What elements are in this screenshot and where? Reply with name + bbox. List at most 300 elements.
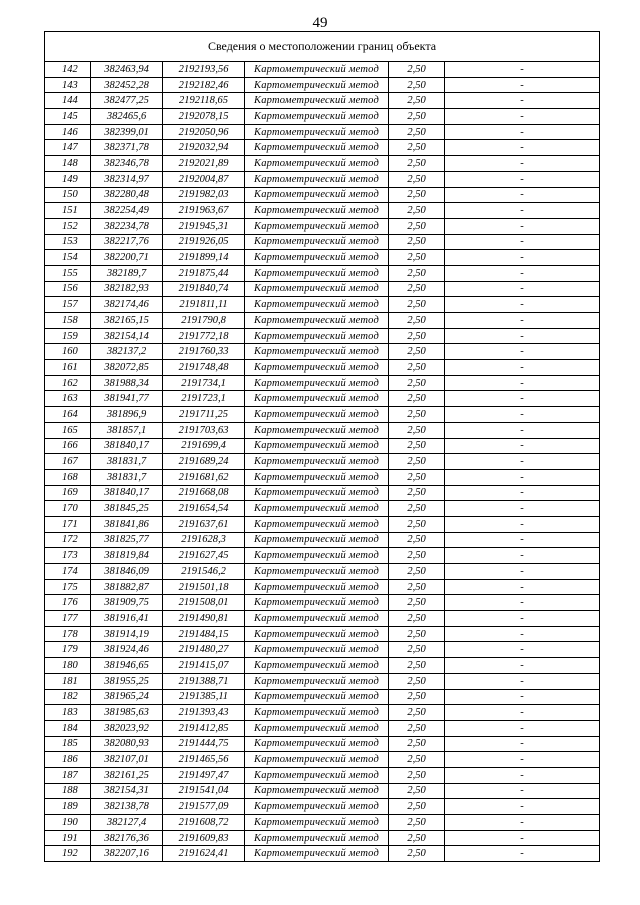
table-row <box>45 720 600 736</box>
table-body <box>45 32 600 862</box>
note-cell: - <box>445 830 600 846</box>
accuracy-cell: 2,50 <box>389 626 445 642</box>
point-number-cell: 173 <box>45 548 91 564</box>
coordinate-x-cell: 382189,7 <box>91 265 163 281</box>
accuracy-cell: 2,50 <box>389 93 445 109</box>
coordinate-x-cell: 382138,78 <box>91 799 163 815</box>
coordinate-y-cell: 2191703,63 <box>163 422 245 438</box>
note-cell: - <box>445 642 600 658</box>
note-cell: - <box>445 265 600 281</box>
note-cell: - <box>445 250 600 266</box>
point-number-cell: 167 <box>45 454 91 470</box>
note-cell: - <box>445 611 600 627</box>
coordinate-x-cell: 381914,19 <box>91 626 163 642</box>
point-number-cell: 175 <box>45 579 91 595</box>
coordinate-y-cell: 2192021,89 <box>163 156 245 172</box>
accuracy-cell: 2,50 <box>389 360 445 376</box>
note-cell: - <box>445 328 600 344</box>
coordinate-y-cell: 2191490,81 <box>163 611 245 627</box>
table-row <box>45 516 600 532</box>
point-number-cell: 177 <box>45 611 91 627</box>
point-number-cell: 158 <box>45 313 91 329</box>
accuracy-cell: 2,50 <box>389 658 445 674</box>
coordinate-y-cell: 2191388,71 <box>163 673 245 689</box>
method-cell: Картометрический метод <box>245 736 389 752</box>
method-cell: Картометрический метод <box>245 579 389 595</box>
method-cell: Картометрический метод <box>245 532 389 548</box>
coordinate-y-cell: 2191811,11 <box>163 297 245 313</box>
table-row <box>45 93 600 109</box>
method-cell: Картометрический метод <box>245 454 389 470</box>
table-row <box>45 689 600 705</box>
coordinate-y-cell: 2191748,48 <box>163 360 245 376</box>
table-row <box>45 501 600 517</box>
accuracy-cell: 2,50 <box>389 203 445 219</box>
accuracy-cell: 2,50 <box>389 846 445 862</box>
coordinate-y-cell: 2191480,27 <box>163 642 245 658</box>
coordinate-y-cell: 2191608,72 <box>163 815 245 831</box>
note-cell: - <box>445 93 600 109</box>
method-cell: Картометрический метод <box>245 360 389 376</box>
method-cell: Картометрический метод <box>245 658 389 674</box>
accuracy-cell: 2,50 <box>389 830 445 846</box>
accuracy-cell: 2,50 <box>389 783 445 799</box>
coordinate-y-cell: 2191385,11 <box>163 689 245 705</box>
accuracy-cell: 2,50 <box>389 799 445 815</box>
point-number-cell: 172 <box>45 532 91 548</box>
table-row <box>45 548 600 564</box>
accuracy-cell: 2,50 <box>389 265 445 281</box>
accuracy-cell: 2,50 <box>389 705 445 721</box>
coordinate-y-cell: 2191689,24 <box>163 454 245 470</box>
accuracy-cell: 2,50 <box>389 250 445 266</box>
point-number-cell: 144 <box>45 93 91 109</box>
accuracy-cell: 2,50 <box>389 218 445 234</box>
coordinate-y-cell: 2191624,41 <box>163 846 245 862</box>
table-row <box>45 454 600 470</box>
coordinate-x-cell: 382477,25 <box>91 93 163 109</box>
point-number-cell: 169 <box>45 485 91 501</box>
method-cell: Картометрический метод <box>245 673 389 689</box>
method-cell: Картометрический метод <box>245 265 389 281</box>
method-cell: Картометрический метод <box>245 830 389 846</box>
coordinate-x-cell: 381845,25 <box>91 501 163 517</box>
note-cell: - <box>445 203 600 219</box>
note-cell: - <box>445 673 600 689</box>
coordinate-y-cell: 2191875,44 <box>163 265 245 281</box>
point-number-cell: 150 <box>45 187 91 203</box>
coordinate-y-cell: 2191637,61 <box>163 516 245 532</box>
method-cell: Картометрический метод <box>245 720 389 736</box>
coordinate-x-cell: 381841,86 <box>91 516 163 532</box>
table-row <box>45 109 600 125</box>
point-number-cell: 148 <box>45 156 91 172</box>
point-number-cell: 164 <box>45 407 91 423</box>
point-number-cell: 152 <box>45 218 91 234</box>
point-number-cell: 168 <box>45 469 91 485</box>
point-number-cell: 182 <box>45 689 91 705</box>
note-cell: - <box>445 187 600 203</box>
point-number-cell: 154 <box>45 250 91 266</box>
table-row <box>45 564 600 580</box>
method-cell: Картометрический метод <box>245 171 389 187</box>
method-cell: Картометрический метод <box>245 548 389 564</box>
coordinate-y-cell: 2191415,07 <box>163 658 245 674</box>
coordinate-y-cell: 2191444,75 <box>163 736 245 752</box>
table-row <box>45 438 600 454</box>
table-row <box>45 281 600 297</box>
coordinate-x-cell: 382127,4 <box>91 815 163 831</box>
coordinate-x-cell: 382080,93 <box>91 736 163 752</box>
table-row <box>45 187 600 203</box>
coordinate-y-cell: 2192182,46 <box>163 77 245 93</box>
method-cell: Картометрический метод <box>245 767 389 783</box>
method-cell: Картометрический метод <box>245 422 389 438</box>
coordinate-x-cell: 382346,78 <box>91 156 163 172</box>
table-row <box>45 658 600 674</box>
accuracy-cell: 2,50 <box>389 234 445 250</box>
coordinate-y-cell: 2191668,08 <box>163 485 245 501</box>
point-number-cell: 192 <box>45 846 91 862</box>
coordinate-y-cell: 2192078,15 <box>163 109 245 125</box>
point-number-cell: 145 <box>45 109 91 125</box>
coordinate-y-cell: 2191484,15 <box>163 626 245 642</box>
note-cell: - <box>445 454 600 470</box>
point-number-cell: 184 <box>45 720 91 736</box>
coordinate-y-cell: 2191627,45 <box>163 548 245 564</box>
method-cell: Картометрический метод <box>245 109 389 125</box>
accuracy-cell: 2,50 <box>389 124 445 140</box>
table-row <box>45 799 600 815</box>
table-row <box>45 124 600 140</box>
point-number-cell: 157 <box>45 297 91 313</box>
table-row <box>45 171 600 187</box>
table-row <box>45 375 600 391</box>
coordinate-y-cell: 2191546,2 <box>163 564 245 580</box>
coordinate-x-cell: 381857,1 <box>91 422 163 438</box>
table-row <box>45 532 600 548</box>
method-cell: Картометрический метод <box>245 689 389 705</box>
table-row <box>45 642 600 658</box>
accuracy-cell: 2,50 <box>389 391 445 407</box>
coordinate-x-cell: 382207,16 <box>91 846 163 862</box>
method-cell: Картометрический метод <box>245 281 389 297</box>
method-cell: Картометрический метод <box>245 344 389 360</box>
note-cell: - <box>445 218 600 234</box>
note-cell: - <box>445 124 600 140</box>
note-cell: - <box>445 407 600 423</box>
point-number-cell: 178 <box>45 626 91 642</box>
point-number-cell: 161 <box>45 360 91 376</box>
point-number-cell: 180 <box>45 658 91 674</box>
table-row <box>45 783 600 799</box>
coordinate-y-cell: 2192050,96 <box>163 124 245 140</box>
method-cell: Картометрический метод <box>245 799 389 815</box>
coordinate-x-cell: 381831,7 <box>91 454 163 470</box>
accuracy-cell: 2,50 <box>389 77 445 93</box>
coordinate-x-cell: 382200,71 <box>91 250 163 266</box>
accuracy-cell: 2,50 <box>389 313 445 329</box>
coordinate-x-cell: 382314,97 <box>91 171 163 187</box>
coordinate-x-cell: 382023,92 <box>91 720 163 736</box>
table-title-row <box>45 32 600 62</box>
accuracy-cell: 2,50 <box>389 328 445 344</box>
method-cell: Картометрический метод <box>245 187 389 203</box>
coordinate-y-cell: 2191840,74 <box>163 281 245 297</box>
coordinate-y-cell: 2192032,94 <box>163 140 245 156</box>
note-cell: - <box>445 281 600 297</box>
point-number-cell: 170 <box>45 501 91 517</box>
accuracy-cell: 2,50 <box>389 281 445 297</box>
table-row <box>45 62 600 78</box>
coordinate-x-cell: 382217,76 <box>91 234 163 250</box>
table-row <box>45 485 600 501</box>
point-number-cell: 176 <box>45 595 91 611</box>
method-cell: Картометрический метод <box>245 469 389 485</box>
note-cell: - <box>445 156 600 172</box>
point-number-cell: 166 <box>45 438 91 454</box>
accuracy-cell: 2,50 <box>389 469 445 485</box>
point-number-cell: 190 <box>45 815 91 831</box>
coordinate-y-cell: 2192118,65 <box>163 93 245 109</box>
method-cell: Картометрический метод <box>245 595 389 611</box>
method-cell: Картометрический метод <box>245 391 389 407</box>
note-cell: - <box>445 783 600 799</box>
accuracy-cell: 2,50 <box>389 815 445 831</box>
table-row <box>45 156 600 172</box>
note-cell: - <box>445 595 600 611</box>
point-number-cell: 189 <box>45 799 91 815</box>
note-cell: - <box>445 564 600 580</box>
table-row <box>45 265 600 281</box>
accuracy-cell: 2,50 <box>389 109 445 125</box>
point-number-cell: 191 <box>45 830 91 846</box>
table-row <box>45 77 600 93</box>
coordinate-x-cell: 381965,24 <box>91 689 163 705</box>
coordinate-x-cell: 382072,85 <box>91 360 163 376</box>
method-cell: Картометрический метод <box>245 485 389 501</box>
coordinate-y-cell: 2191508,01 <box>163 595 245 611</box>
note-cell: - <box>445 469 600 485</box>
coordinate-y-cell: 2191945,31 <box>163 218 245 234</box>
method-cell: Картометрический метод <box>245 77 389 93</box>
coordinate-x-cell: 381985,63 <box>91 705 163 721</box>
note-cell: - <box>445 846 600 862</box>
table-title: Сведения о местоположении границ объекта <box>45 32 600 62</box>
coordinate-y-cell: 2191963,67 <box>163 203 245 219</box>
note-cell: - <box>445 705 600 721</box>
table-row <box>45 579 600 595</box>
coordinate-y-cell: 2192004,87 <box>163 171 245 187</box>
note-cell: - <box>445 422 600 438</box>
point-number-cell: 155 <box>45 265 91 281</box>
coordinate-y-cell: 2191734,1 <box>163 375 245 391</box>
accuracy-cell: 2,50 <box>389 156 445 172</box>
accuracy-cell: 2,50 <box>389 720 445 736</box>
point-number-cell: 183 <box>45 705 91 721</box>
coordinate-y-cell: 2191501,18 <box>163 579 245 595</box>
coordinate-y-cell: 2191654,54 <box>163 501 245 517</box>
coordinate-x-cell: 381909,75 <box>91 595 163 611</box>
note-cell: - <box>445 109 600 125</box>
accuracy-cell: 2,50 <box>389 438 445 454</box>
coordinate-x-cell: 382465,6 <box>91 109 163 125</box>
accuracy-cell: 2,50 <box>389 501 445 517</box>
point-number-cell: 153 <box>45 234 91 250</box>
note-cell: - <box>445 62 600 78</box>
point-number-cell: 162 <box>45 375 91 391</box>
method-cell: Картометрический метод <box>245 250 389 266</box>
coordinate-x-cell: 382452,28 <box>91 77 163 93</box>
table-row <box>45 736 600 752</box>
note-cell: - <box>445 501 600 517</box>
coordinate-x-cell: 381916,41 <box>91 611 163 627</box>
point-number-cell: 185 <box>45 736 91 752</box>
note-cell: - <box>445 689 600 705</box>
coordinate-x-cell: 381955,25 <box>91 673 163 689</box>
method-cell: Картометрический метод <box>245 611 389 627</box>
coordinate-y-cell: 2191982,03 <box>163 187 245 203</box>
coordinate-y-cell: 2192193,56 <box>163 62 245 78</box>
accuracy-cell: 2,50 <box>389 673 445 689</box>
point-number-cell: 188 <box>45 783 91 799</box>
accuracy-cell: 2,50 <box>389 454 445 470</box>
page-number: 49 <box>312 15 328 31</box>
point-number-cell: 179 <box>45 642 91 658</box>
note-cell: - <box>445 626 600 642</box>
method-cell: Картометрический метод <box>245 407 389 423</box>
table-row <box>45 422 600 438</box>
coordinate-x-cell: 381819,84 <box>91 548 163 564</box>
note-cell: - <box>445 548 600 564</box>
point-number-cell: 143 <box>45 77 91 93</box>
table-row <box>45 407 600 423</box>
coordinate-y-cell: 2191790,8 <box>163 313 245 329</box>
boundary-coordinates-table <box>44 31 600 862</box>
coordinate-x-cell: 382182,93 <box>91 281 163 297</box>
point-number-cell: 146 <box>45 124 91 140</box>
coordinate-x-cell: 381988,34 <box>91 375 163 391</box>
coordinate-y-cell: 2191465,56 <box>163 752 245 768</box>
coordinate-x-cell: 382161,25 <box>91 767 163 783</box>
accuracy-cell: 2,50 <box>389 171 445 187</box>
accuracy-cell: 2,50 <box>389 422 445 438</box>
accuracy-cell: 2,50 <box>389 516 445 532</box>
table-row <box>45 815 600 831</box>
accuracy-cell: 2,50 <box>389 564 445 580</box>
accuracy-cell: 2,50 <box>389 611 445 627</box>
accuracy-cell: 2,50 <box>389 187 445 203</box>
note-cell: - <box>445 658 600 674</box>
coordinate-y-cell: 2191412,85 <box>163 720 245 736</box>
point-number-cell: 160 <box>45 344 91 360</box>
note-cell: - <box>445 234 600 250</box>
method-cell: Картометрический метод <box>245 313 389 329</box>
table-row <box>45 360 600 376</box>
table-row <box>45 752 600 768</box>
coordinate-x-cell: 382176,36 <box>91 830 163 846</box>
note-cell: - <box>445 736 600 752</box>
note-cell: - <box>445 532 600 548</box>
method-cell: Картометрический метод <box>245 846 389 862</box>
accuracy-cell: 2,50 <box>389 579 445 595</box>
note-cell: - <box>445 579 600 595</box>
coordinate-y-cell: 2191497,47 <box>163 767 245 783</box>
coordinate-x-cell: 381946,65 <box>91 658 163 674</box>
coordinate-x-cell: 382399,01 <box>91 124 163 140</box>
coordinate-x-cell: 382371,78 <box>91 140 163 156</box>
coordinate-x-cell: 381831,7 <box>91 469 163 485</box>
table-row <box>45 391 600 407</box>
table-row <box>45 830 600 846</box>
coordinate-y-cell: 2191628,3 <box>163 532 245 548</box>
coordinate-x-cell: 382254,49 <box>91 203 163 219</box>
table-row <box>45 218 600 234</box>
note-cell: - <box>445 799 600 815</box>
note-cell: - <box>445 140 600 156</box>
coordinate-x-cell: 382154,14 <box>91 328 163 344</box>
point-number-cell: 171 <box>45 516 91 532</box>
method-cell: Картометрический метод <box>245 93 389 109</box>
method-cell: Картометрический метод <box>245 783 389 799</box>
accuracy-cell: 2,50 <box>389 736 445 752</box>
coordinate-y-cell: 2191899,14 <box>163 250 245 266</box>
method-cell: Картометрический метод <box>245 234 389 250</box>
coordinate-x-cell: 381846,09 <box>91 564 163 580</box>
note-cell: - <box>445 360 600 376</box>
note-cell: - <box>445 438 600 454</box>
table-row <box>45 313 600 329</box>
table-row <box>45 328 600 344</box>
accuracy-cell: 2,50 <box>389 297 445 313</box>
point-number-cell: 142 <box>45 62 91 78</box>
point-number-cell: 181 <box>45 673 91 689</box>
table-row <box>45 611 600 627</box>
table-row <box>45 344 600 360</box>
accuracy-cell: 2,50 <box>389 344 445 360</box>
note-cell: - <box>445 752 600 768</box>
note-cell: - <box>445 313 600 329</box>
accuracy-cell: 2,50 <box>389 140 445 156</box>
coordinate-x-cell: 381941,77 <box>91 391 163 407</box>
table-row <box>45 673 600 689</box>
point-number-cell: 151 <box>45 203 91 219</box>
point-number-cell: 159 <box>45 328 91 344</box>
accuracy-cell: 2,50 <box>389 548 445 564</box>
note-cell: - <box>445 77 600 93</box>
coordinate-x-cell: 381840,17 <box>91 438 163 454</box>
table-row <box>45 595 600 611</box>
note-cell: - <box>445 375 600 391</box>
accuracy-cell: 2,50 <box>389 485 445 501</box>
coordinate-x-cell: 382165,15 <box>91 313 163 329</box>
method-cell: Картометрический метод <box>245 375 389 391</box>
table-row <box>45 203 600 219</box>
accuracy-cell: 2,50 <box>389 407 445 423</box>
coordinate-x-cell: 382234,78 <box>91 218 163 234</box>
coordinate-y-cell: 2191541,04 <box>163 783 245 799</box>
note-cell: - <box>445 516 600 532</box>
method-cell: Картометрический метод <box>245 203 389 219</box>
coordinate-x-cell: 381840,17 <box>91 485 163 501</box>
table-row <box>45 626 600 642</box>
method-cell: Картометрический метод <box>245 62 389 78</box>
table-row <box>45 234 600 250</box>
accuracy-cell: 2,50 <box>389 375 445 391</box>
method-cell: Картометрический метод <box>245 564 389 580</box>
table-row <box>45 469 600 485</box>
coordinate-y-cell: 2191760,33 <box>163 344 245 360</box>
